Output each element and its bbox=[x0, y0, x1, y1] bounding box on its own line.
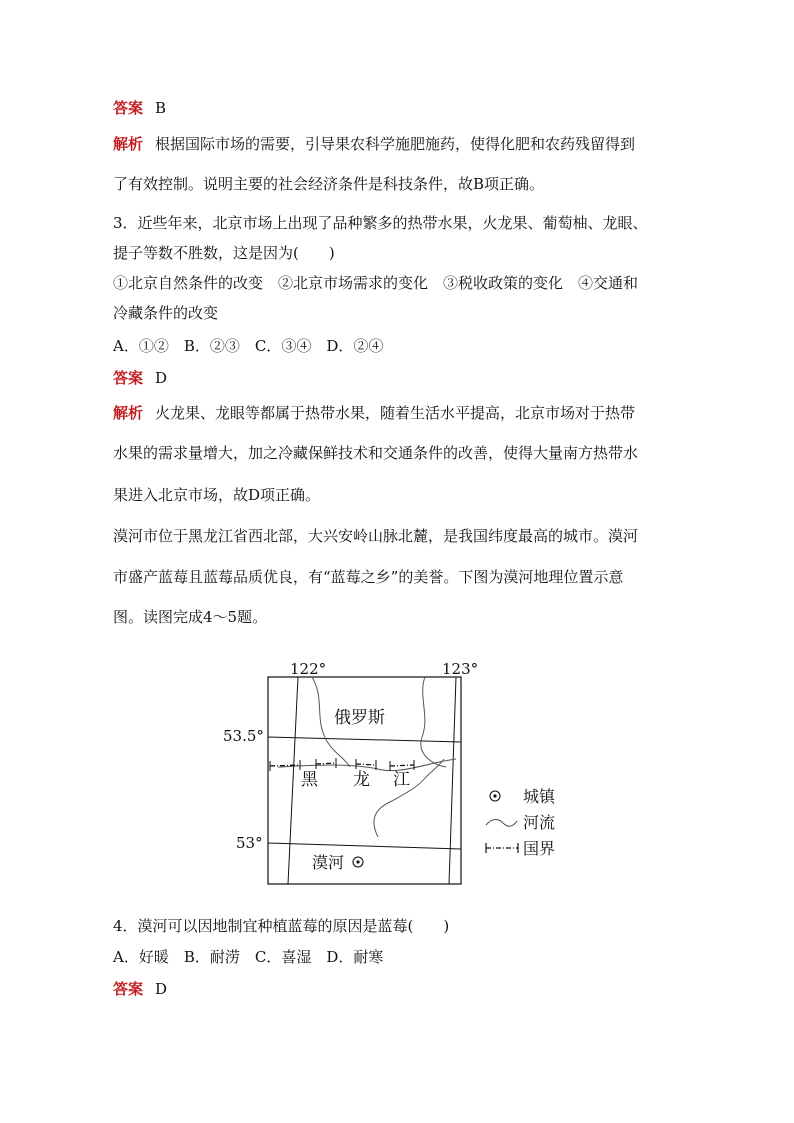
q4-options: A．好暖 B．耐涝 C．喜湿 D．耐寒 bbox=[113, 948, 384, 966]
q3-stem-line1: 3．近些年来，北京市场上出现了品种繁多的热带水果，火龙果、葡萄柚、龙眼、 bbox=[113, 214, 648, 232]
q3-items-line1: ①北京自然条件的改变 ②北京市场需求的变化 ③税收政策的变化 ④交通和 bbox=[113, 274, 639, 292]
intro-line3: 图。读图完成4～5题。 bbox=[113, 608, 268, 626]
q2-answer bbox=[113, 97, 166, 118]
legend-town-label: 城镇 bbox=[523, 787, 556, 806]
river-russia-east bbox=[421, 677, 446, 767]
mohe-location-map bbox=[220, 655, 580, 890]
q3-answer-value: D bbox=[155, 369, 168, 387]
q4-answer-value: D bbox=[155, 980, 168, 998]
parallel-53-5 bbox=[268, 737, 461, 742]
town-symbol-dot bbox=[356, 860, 359, 863]
lon-label-123: 123° bbox=[442, 660, 479, 678]
meridian-123 bbox=[449, 677, 456, 884]
label-jiang: 江 bbox=[393, 770, 410, 790]
q3-stem-line2: 提子等数不胜数，这是因为( ) bbox=[113, 244, 335, 262]
answer-label: 答案 bbox=[113, 99, 144, 117]
lat-label-53: 53° bbox=[236, 834, 263, 852]
analysis-label: 解析 bbox=[113, 404, 144, 422]
legend-border-label: 国界 bbox=[523, 839, 556, 858]
q4-stem: 4．漠河可以因地制宜种植蓝莓的原因是蓝莓( ) bbox=[113, 917, 450, 935]
label-hei: 黑 bbox=[301, 770, 318, 790]
q2-answer-value: B bbox=[155, 99, 167, 117]
analysis-label: 解析 bbox=[113, 135, 144, 153]
meridian-122 bbox=[288, 677, 298, 884]
q3-answer bbox=[113, 367, 167, 388]
legend-river-icon bbox=[486, 819, 517, 826]
q3-options: A．①② B．②③ C．③④ D．②④ bbox=[113, 337, 384, 355]
q3-analysis-line2: 水果的需求量增大，加之冷藏保鲜技术和交通条件的改善，使得大量南方热带水 bbox=[113, 444, 639, 462]
label-russia: 俄罗斯 bbox=[334, 708, 385, 728]
q3-analysis-line1 bbox=[113, 402, 635, 423]
q4-answer bbox=[113, 978, 167, 999]
label-mohe: 漠河 bbox=[312, 853, 345, 872]
q3-analysis-line3: 果进入北京市场，故D项正确。 bbox=[113, 486, 321, 504]
legend-border-icon bbox=[486, 843, 518, 853]
lat-label-53-5: 53.5° bbox=[223, 727, 264, 745]
label-long: 龙 bbox=[353, 770, 370, 790]
q2-analysis-text1: 根据国际市场的需要，引导果农科学施肥施药，使得化肥和农药残留得到 bbox=[155, 135, 636, 153]
q3-items-line2: 冷藏条件的改变 bbox=[113, 304, 219, 322]
parallel-53 bbox=[268, 843, 461, 849]
lon-label-122: 122° bbox=[290, 660, 327, 678]
q3-analysis-text1: 火龙果、龙眼等都属于热带水果，随着生活水平提高，北京市场对于热带 bbox=[155, 404, 636, 422]
q2-analysis-line1 bbox=[113, 133, 635, 154]
answer-label: 答案 bbox=[113, 980, 144, 998]
legend-river-label: 河流 bbox=[523, 813, 556, 832]
intro-line2: 市盛产蓝莓且蓝莓品质优良，有“蓝莓之乡”的美誉。下图为漠河地理位置示意 bbox=[113, 568, 624, 586]
answer-label: 答案 bbox=[113, 369, 144, 387]
intro-line1: 漠河市位于黑龙江省西北部，大兴安岭山脉北麓，是我国纬度最高的城市。漠河 bbox=[113, 527, 639, 545]
q2-analysis-line2: 了有效控制。说明主要的社会经济条件是科技条件，故B项正确。 bbox=[113, 175, 545, 193]
